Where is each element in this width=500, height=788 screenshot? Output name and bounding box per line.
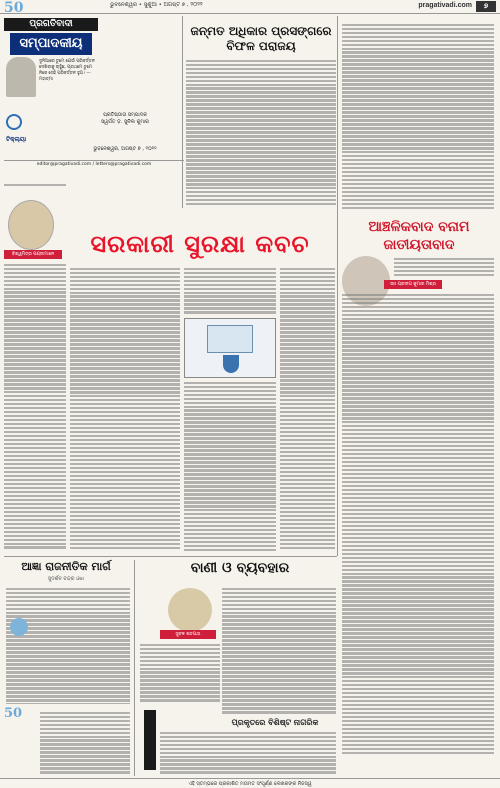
article-body xyxy=(140,642,220,704)
article-headline: ଜନ୍‌ମତ ଅଧିକାର ପ୍ରସଙ୍ଗରେ ବିଫଳ ପରାଜୟ xyxy=(190,24,332,53)
logo-icon xyxy=(6,114,22,130)
page-number: ୭ xyxy=(476,1,496,12)
article-headline: ଆଜ୍ଞା ରାଜନୀତିକ ମାର୍ଗ xyxy=(21,560,111,573)
leaf-icon xyxy=(10,618,28,636)
footer-note: ଏହି ସ୍ତମ୍ଭରେ ପ୍ରକାଶିତ ମତାମତ ସଂପୂର୍ଣ୍ଣ ଲେଖକଙ୍କ ନିଜସ୍ୱ xyxy=(0,778,500,788)
article-byline: ସୁଦର୍ଶନ ଚନ୍ଦ୍ର ଓଝା xyxy=(47,576,85,582)
shield-icon xyxy=(223,355,239,373)
author-photo xyxy=(168,588,212,632)
anniversary-logo: 50 xyxy=(4,0,24,16)
editorial-title: ସମ୍ପାଦକୀୟ xyxy=(10,33,92,55)
article-body xyxy=(6,586,130,704)
site-url[interactable]: pragativadi.com xyxy=(418,2,472,9)
author-tag: ସୁବଳ ଶତପଥୀ xyxy=(160,630,216,639)
editor-info xyxy=(4,112,184,160)
author-photo xyxy=(8,200,54,250)
author-tag: ଡାଃ ପ୍ରଦୀପ କୁମାର ମିଶ୍ର xyxy=(384,280,442,289)
portrait-icon xyxy=(6,57,36,97)
article-headline: ଆଞ୍ଚଳିକବାଦ ବନାମ ଜାତୀୟତାବାଦ xyxy=(368,219,470,253)
quote-text: ଦୁନିଆରେ ତୁମେ ଯେଉଁ ପରିବର୍ତ୍ତନ ଦେଖିବାକୁ ଚାହୁଁଛ, ପ୍ରଥମେ ତୁମେ ନିଜେ ସେହି ପରିବର୍ତ୍ତନ ହୁଅ। — ମହାତ୍ମା xyxy=(39,59,95,82)
founder-name: ସ୍ୱର୍ଗତ ଡ଼. ସୁନିଲ କୁମାର xyxy=(101,119,149,125)
column-label xyxy=(144,710,156,770)
main-headline: ସରକାରୀ ସୁରକ୍ଷା କବଚ xyxy=(90,230,310,258)
article-body xyxy=(342,292,494,774)
article-body xyxy=(4,262,66,554)
article-body xyxy=(40,710,130,774)
illustration-panel xyxy=(184,318,276,378)
quote-block xyxy=(6,57,98,109)
article-body xyxy=(184,380,276,554)
article-body xyxy=(70,266,180,554)
author-tag: ବିଶ୍ୱମିତ୍ର ପଣ୍ଡାମାନେ xyxy=(4,250,62,259)
article-body xyxy=(184,266,276,316)
date-line: ଭୁବନେଶ୍ୱର • ସୁଣୁଆ • ଅଗଷ୍ଟ ୭ , ୨୦୨୨ xyxy=(110,2,203,8)
article-body xyxy=(280,266,335,554)
article-body xyxy=(186,58,336,208)
top-strip xyxy=(0,0,500,14)
article-headline: ବାଣୀ ଓ ବ୍ୟବହାର xyxy=(190,560,290,576)
section-divider xyxy=(4,556,337,557)
founder-label: ପ୍ରତିଷ୍ଠାତା ସମ୍ପାଦକ xyxy=(103,112,147,118)
contact-line[interactable]: editor@pragativadi.com / letters@pragativadi.com xyxy=(4,160,184,178)
brand-label: ପ୍ରଗତିବାଦୀ xyxy=(4,18,98,31)
founder-line xyxy=(66,112,184,126)
monitor-icon xyxy=(207,325,253,353)
edition-line: ଭୁବନେଶ୍ୱର, ଅଗଷ୍ଟ ୭ , ୨୦୨୨ xyxy=(93,146,157,152)
article-body xyxy=(394,256,494,278)
article-body xyxy=(222,586,336,714)
article-body xyxy=(160,730,336,774)
anniversary-logo: 50 xyxy=(4,706,23,721)
editor-name: ଟିକ୍ଲ୍‌ୟା xyxy=(6,136,27,143)
column-divider xyxy=(134,560,135,776)
column-divider xyxy=(337,16,338,556)
article-headline: ପ୍ରକୃତରେ ବିଶିଷ୍ଟ ନାଗରିକ xyxy=(231,718,319,727)
article-body xyxy=(342,22,494,212)
body-text xyxy=(4,182,66,192)
